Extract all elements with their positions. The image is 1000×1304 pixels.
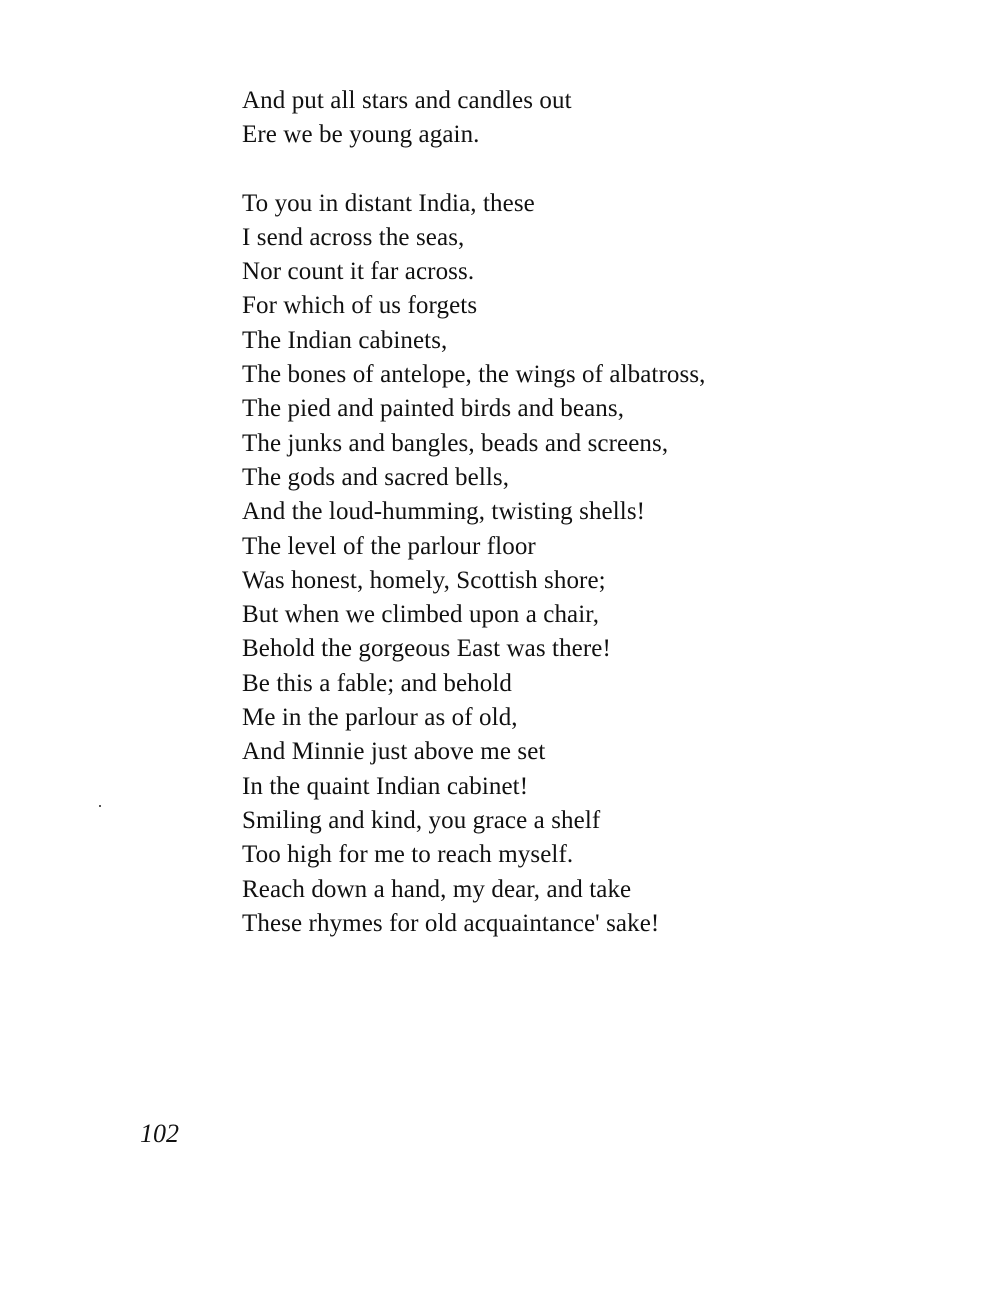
poem-line: To you in distant India, these [242, 189, 535, 217]
poem-line: For which of us forgets [242, 292, 478, 320]
poem-line: The level of the parlour floor [242, 532, 536, 560]
poem-line: The junks and bangles, beads and screens, [242, 429, 669, 457]
page-number: 102 [140, 1119, 179, 1148]
poem-line: Ere we be young again. [242, 121, 480, 149]
poem-line: Smiling and kind, you grace a shelf [242, 806, 601, 834]
poem-line: In the quaint Indian cabinet! [242, 772, 529, 800]
poem-line: Behold the gorgeous East was there! [242, 635, 611, 663]
poem-line: Nor count it far across. [242, 258, 475, 286]
poem-line: These rhymes for old acquaintance' sake! [242, 909, 660, 937]
scan-speck [99, 805, 101, 807]
poem-line: Be this a fable; and behold [242, 669, 512, 697]
poem-line: The bones of antelope, the wings of albatross, [242, 361, 706, 389]
poem-line: I send across the seas, [242, 223, 465, 251]
poem-line: The Indian cabinets, [242, 326, 448, 354]
poem-line: And the loud-humming, twisting shells! [242, 498, 646, 526]
poem-line: The pied and painted birds and beans, [242, 395, 625, 423]
poem-line: Was honest, homely, Scottish shore; [242, 566, 606, 594]
poem-line: And Minnie just above me set [242, 738, 546, 766]
poem-line: Me in the parlour as of old, [242, 704, 518, 732]
stanza-2 [242, 187, 862, 942]
poem-body [242, 84, 862, 941]
poem-line: The gods and sacred bells, [242, 463, 510, 491]
stanza-1 [242, 84, 862, 153]
poem-line: But when we climbed upon a chair, [242, 601, 600, 629]
poem-line: Too high for me to reach myself. [242, 841, 574, 869]
poem-line: Reach down a hand, my dear, and take [242, 875, 632, 903]
poem-line: And put all stars and candles out [242, 87, 572, 114]
